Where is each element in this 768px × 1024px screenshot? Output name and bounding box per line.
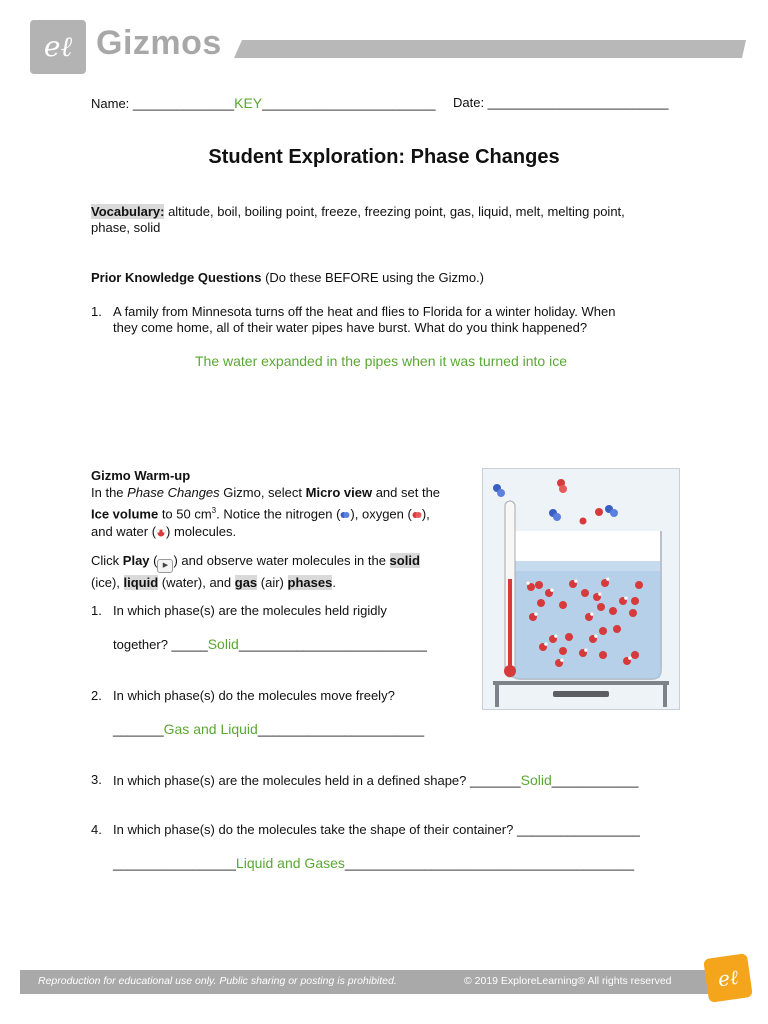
phases-vocab: phases	[287, 575, 333, 590]
question-1-answer-line	[113, 636, 427, 653]
date-label: Date: _________________________	[453, 95, 669, 110]
warmup-click-paragraph	[91, 553, 471, 591]
explorelearning-logo: eℓ	[30, 20, 86, 74]
q4-number: 4.	[91, 822, 102, 837]
vocabulary-terms: altitude, boil, boiling point, freeze, freezing point, gas, liquid, melt, melting point,	[164, 204, 625, 219]
text: (	[149, 553, 158, 568]
blank: ________________________________________	[344, 856, 635, 871]
gas-vocab: gas	[234, 575, 258, 590]
question-1-text: In which phase(s) are the molecules held rigidly	[113, 603, 387, 618]
question-2-text: In which phase(s) do the molecules move freely?	[113, 688, 395, 703]
click-line2	[91, 575, 471, 591]
warmup-paragraph	[91, 485, 471, 540]
prior-heading: Prior Knowledge Questions	[91, 270, 262, 285]
name-date-line	[91, 95, 436, 112]
ice-volume-bold: Ice volume	[91, 506, 159, 522]
question-4-answer-line	[113, 855, 634, 872]
text: In the	[91, 485, 128, 500]
warmup-line3	[91, 524, 471, 540]
q1-answer: The water expanded in the pipes when it was turned into ice	[194, 353, 567, 369]
footer-bar	[20, 970, 710, 994]
name-underline: ________________________	[262, 96, 436, 111]
blank: together? _____	[113, 637, 208, 652]
text: to 50 cm	[158, 506, 212, 522]
beaker-diagram	[483, 469, 679, 709]
footer-notice: Reproduction for educational use only. Public sharing or posting is prohibited.	[38, 975, 397, 987]
text: .	[332, 575, 336, 590]
vocabulary-label: Vocabulary:	[91, 204, 165, 219]
blank: _______	[113, 722, 164, 737]
question-2-answer-line	[113, 721, 424, 738]
phase-changes-illustration	[482, 468, 680, 710]
click-line1	[91, 553, 471, 573]
prior-heading-note: (Do these BEFORE using the Gizmo.)	[261, 270, 484, 285]
warmup-line2	[91, 503, 471, 522]
play-button-icon: ▶	[157, 559, 173, 573]
text: and water (	[91, 524, 157, 540]
liquid-vocab: liquid	[123, 575, 159, 590]
header-bar	[234, 40, 746, 58]
phase-changes-italic: Phase Changes	[127, 485, 220, 500]
footer-logo: eℓ	[703, 953, 753, 1003]
vocabulary-terms-2: phase, solid	[91, 220, 161, 235]
text: ), oxygen (	[350, 506, 412, 522]
water-molecule-icon	[156, 529, 166, 537]
name-answer: KEY	[234, 95, 263, 111]
text: ) molecules.	[166, 524, 237, 540]
oxygen-molecule-icon	[412, 511, 422, 519]
blank: __________________________	[238, 637, 427, 652]
question-1-answer: Solid	[207, 636, 239, 652]
name-label: Name: ______________	[91, 96, 235, 111]
blank: _______________________	[257, 722, 425, 737]
vocabulary	[91, 204, 691, 220]
q1-number: 1.	[91, 304, 102, 319]
q1-line1: A family from Minnesota turns off the heat and flies to Florida for a winter holiday. When	[113, 304, 616, 319]
question-3-text: In which phase(s) are the molecules held in a defined shape? _______	[113, 773, 521, 788]
blank: ____________	[551, 773, 639, 788]
text: Click	[91, 553, 123, 568]
micro-view-bold: Micro view	[305, 485, 373, 500]
q1-number: 1.	[91, 603, 102, 618]
gizmos-brand: Gizmos	[96, 24, 222, 62]
q3-number: 3.	[91, 772, 102, 787]
text: Gizmo, select	[219, 485, 306, 500]
footer-copyright: © 2019 ExploreLearning® All rights reserved	[464, 975, 672, 987]
text: . Notice the nitrogen (	[216, 506, 341, 522]
solid-vocab: solid	[389, 553, 420, 568]
q1-line2: they come home, all of their water pipes have burst. What do you think happened?	[113, 320, 588, 335]
text: (ice),	[91, 575, 124, 590]
question-3-answer: Solid	[520, 772, 552, 788]
prior-knowledge-heading	[91, 270, 484, 286]
superscript: 3	[211, 506, 217, 515]
nitrogen-molecule-icon	[340, 511, 350, 519]
warmup-line1	[91, 485, 471, 501]
q2-number: 2.	[91, 688, 102, 703]
text: and set the	[372, 485, 441, 500]
text: ) and observe water molecules in the	[173, 553, 390, 568]
blank: _________________	[113, 856, 236, 871]
question-4-answer: Liquid and Gases	[235, 855, 345, 871]
warmup-heading: Gizmo Warm-up	[91, 468, 191, 483]
question-2-answer: Gas and Liquid	[163, 721, 258, 737]
question-3-line	[113, 772, 639, 789]
play-bold: Play	[122, 553, 150, 568]
text: (air)	[257, 575, 288, 590]
page-title: Student Exploration: Phase Changes	[208, 146, 560, 168]
text: (water), and	[158, 575, 235, 590]
text: ),	[421, 506, 430, 522]
question-4-text: In which phase(s) do the molecules take the shape of their container? _________________	[113, 822, 640, 837]
